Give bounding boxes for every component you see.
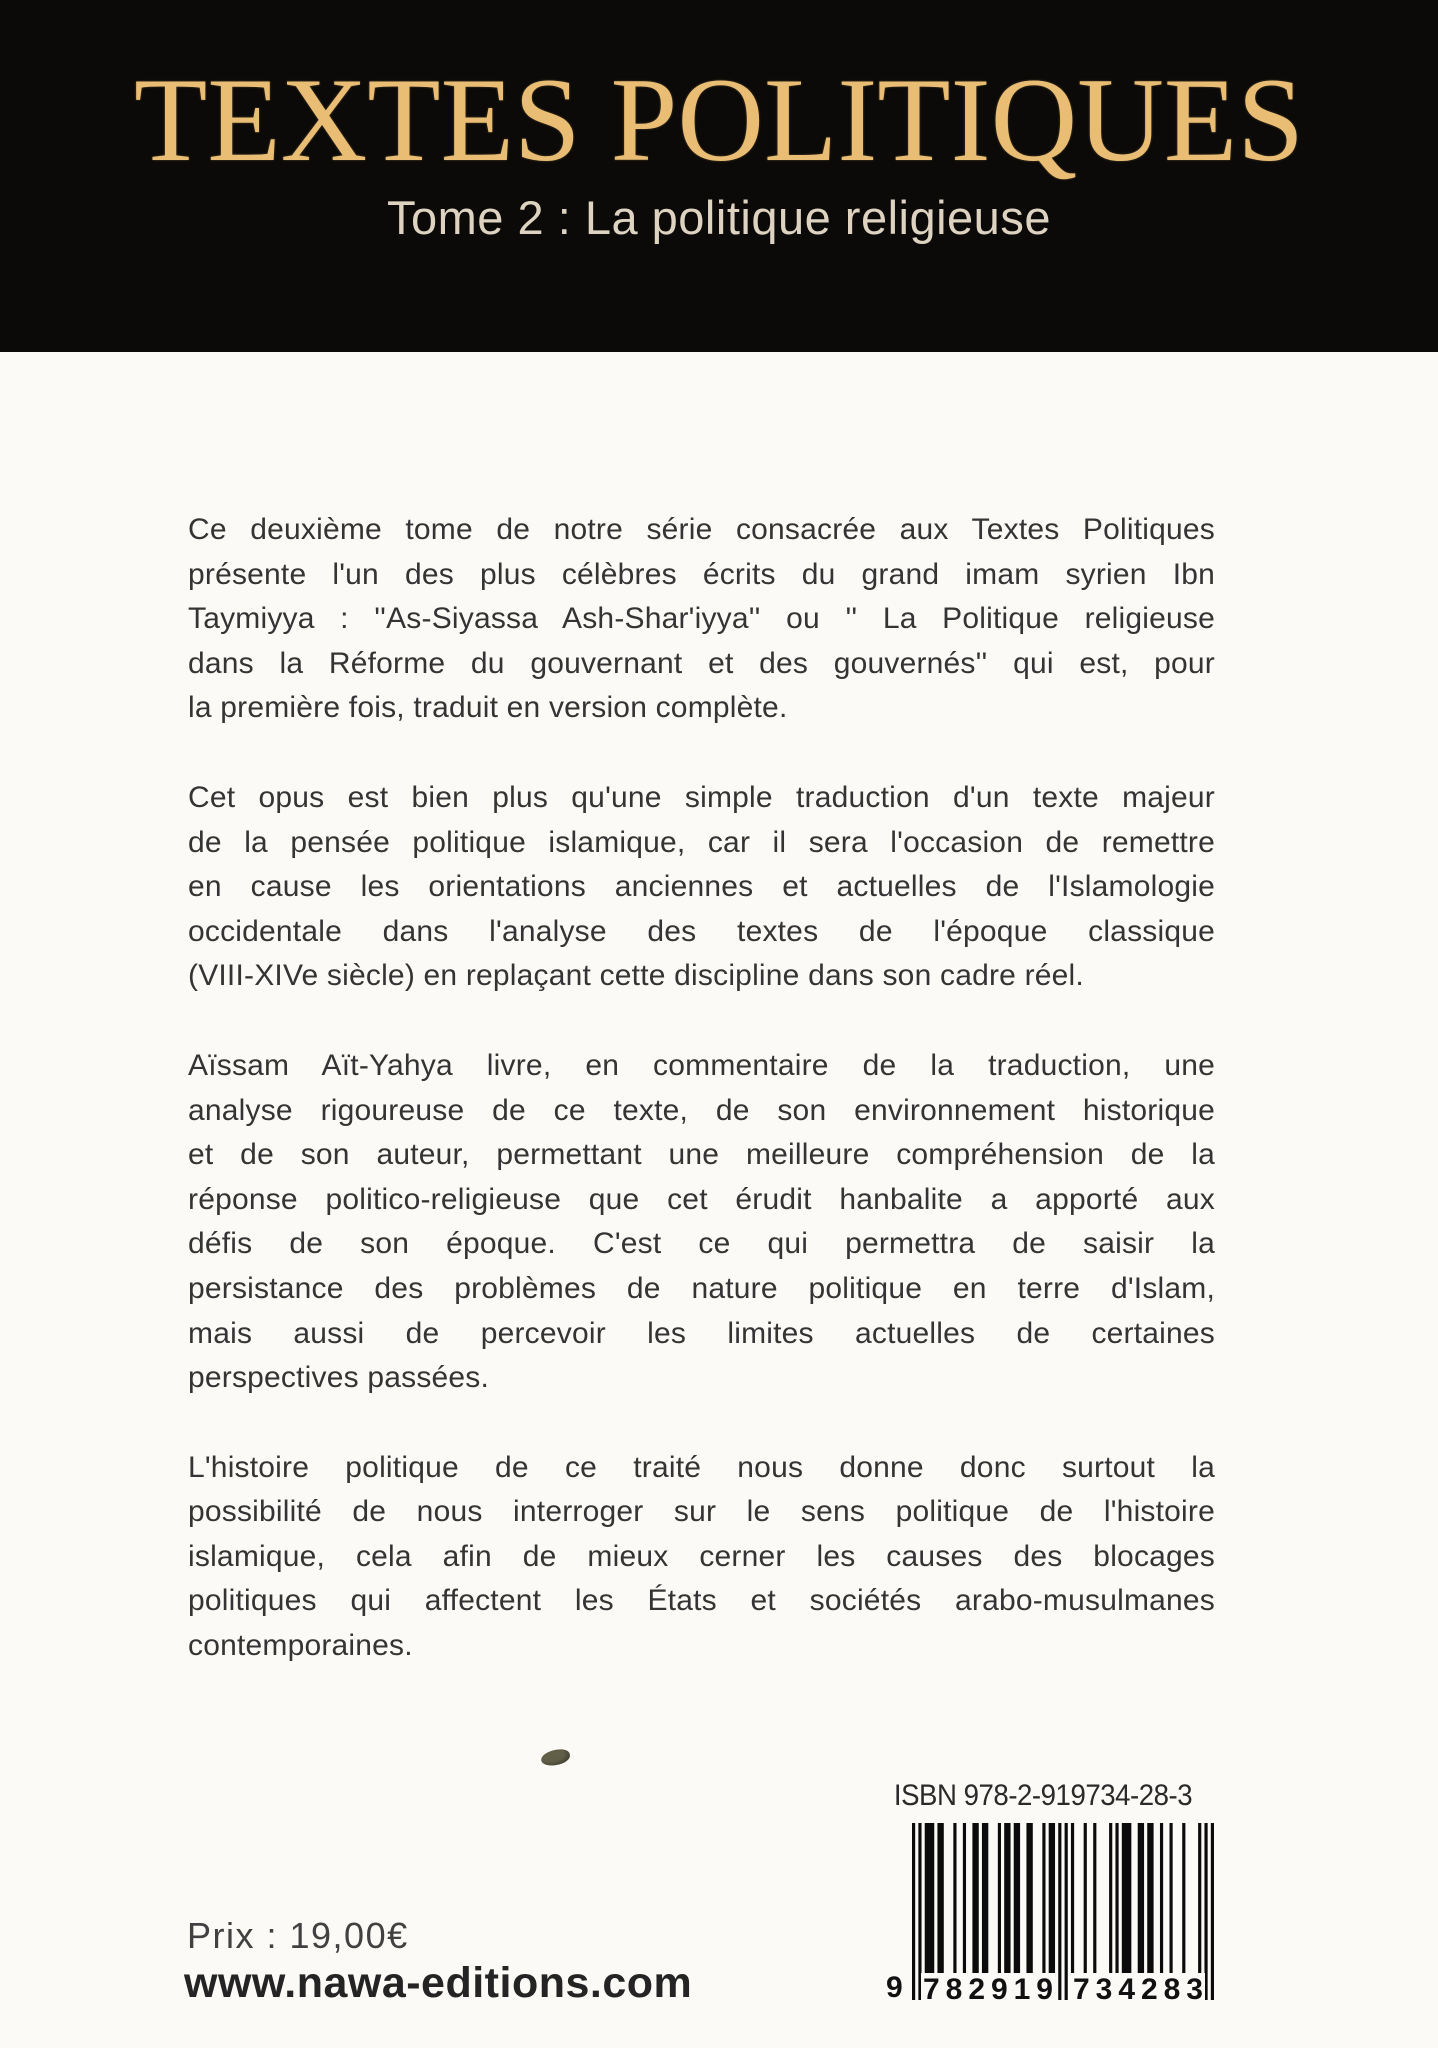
paragraph-line: perspectives passées. bbox=[188, 1361, 490, 1395]
barcode-right-digits bbox=[1071, 1973, 1205, 2006]
barcode-digit: 7 bbox=[923, 1973, 940, 2006]
paragraph-line: présente l'un des plus célèbres écrits du grand imam syrien Ibn bbox=[188, 557, 1215, 591]
paragraph-line: Aïssam Aït-Yahya livre, en commentaire de la traduction, une bbox=[188, 1048, 1215, 1082]
price-label: Prix : 19,00€ bbox=[187, 1915, 409, 1956]
paragraph-line: mais aussi de percevoir les limites actuelles de certaines bbox=[188, 1316, 1215, 1350]
barcode-digit: 3 bbox=[1095, 1973, 1113, 2006]
paragraph-line: possibilité de nous interroger sur le sens politique de l'histoire bbox=[188, 1495, 1215, 1529]
barcode-left-digits bbox=[921, 1973, 1055, 2006]
barcode-digit: 2 bbox=[1140, 1973, 1158, 2006]
barcode-digit: 2 bbox=[968, 1973, 985, 2006]
paragraph-line: la première fois, traduit en version complète. bbox=[188, 691, 788, 725]
barcode-digit: 9 bbox=[990, 1973, 1008, 2006]
barcode-first-digit: 9 bbox=[886, 1971, 903, 2004]
paragraph-line: dans la Réforme du gouvernant et des gouvernés'' qui est, pour bbox=[188, 646, 1215, 680]
ean13-barcode bbox=[886, 1823, 1214, 2006]
paragraph-line: Taymiyya : ''As-Siyassa Ash-Shar'iyya'' ou '' La Politique religieuse bbox=[188, 602, 1215, 636]
paragraph-line: défis de son époque. C'est ce qui permettra de saisir la bbox=[188, 1227, 1215, 1261]
paragraph-line: de la pensée politique islamique, car il sera l'occasion de remettre bbox=[188, 825, 1215, 859]
book-subtitle: Tome 2 : La politique religieuse bbox=[387, 191, 1051, 244]
paragraph bbox=[188, 1044, 1215, 1401]
book-title: TEXTES POLITIQUES bbox=[134, 53, 1304, 186]
barcode-digit: 8 bbox=[1163, 1973, 1181, 2006]
paragraph-line: politiques qui affectent les États et sociétés arabo-musulmanes bbox=[188, 1584, 1215, 1618]
barcode-digit: 7 bbox=[1073, 1973, 1090, 2006]
paragraph-line: persistance des problèmes de nature politique en terre d'Islam, bbox=[188, 1271, 1215, 1305]
paragraph bbox=[188, 508, 1215, 731]
ink-speck bbox=[540, 1748, 571, 1767]
paragraph-line: L'histoire politique de ce traité nous donne donc surtout la bbox=[188, 1450, 1215, 1484]
barcode-digit: 4 bbox=[1118, 1973, 1135, 2006]
paragraph-line: Cet opus est bien plus qu'une simple traduction d'un texte majeur bbox=[188, 780, 1215, 814]
paragraph-line: (VIII-XIVe siècle) en replaçant cette discipline dans son cadre réel. bbox=[188, 959, 1084, 993]
isbn-label: ISBN 978-2-919734-28-3 bbox=[893, 1779, 1193, 1812]
paragraph bbox=[188, 776, 1215, 999]
back-cover-description bbox=[188, 508, 1215, 1714]
barcode-digit: 8 bbox=[945, 1973, 963, 2006]
paragraph-line: analyse rigoureuse de ce texte, de son environnement historique bbox=[188, 1093, 1215, 1127]
paragraph-line: islamique, cela afin de mieux cerner les causes des blocages bbox=[188, 1539, 1215, 1573]
paragraph bbox=[188, 1446, 1215, 1669]
paragraph-line: réponse politico-religieuse que cet érudit hanbalite a apporté aux bbox=[188, 1182, 1215, 1216]
barcode-digit: 3 bbox=[1186, 1973, 1203, 2006]
barcode-digit: 1 bbox=[1013, 1973, 1031, 2006]
header-band bbox=[0, 0, 1438, 352]
barcode-digits bbox=[886, 1971, 1214, 2006]
website-url: www.nawa-editions.com bbox=[184, 1959, 693, 2007]
paragraph-line: occidentale dans l'analyse des textes de l'époque classique bbox=[188, 914, 1215, 948]
paragraph-line: Ce deuxième tome de notre série consacrée aux Textes Politiques bbox=[188, 513, 1215, 546]
paragraph-line: en cause les orientations anciennes et actuelles de l'Islamologie bbox=[188, 870, 1215, 904]
barcode-digit: 9 bbox=[1036, 1973, 1053, 2006]
paragraph-line: et de son auteur, permettant une meilleure compréhension de la bbox=[188, 1138, 1215, 1172]
paragraph-line: contemporaines. bbox=[188, 1629, 413, 1663]
